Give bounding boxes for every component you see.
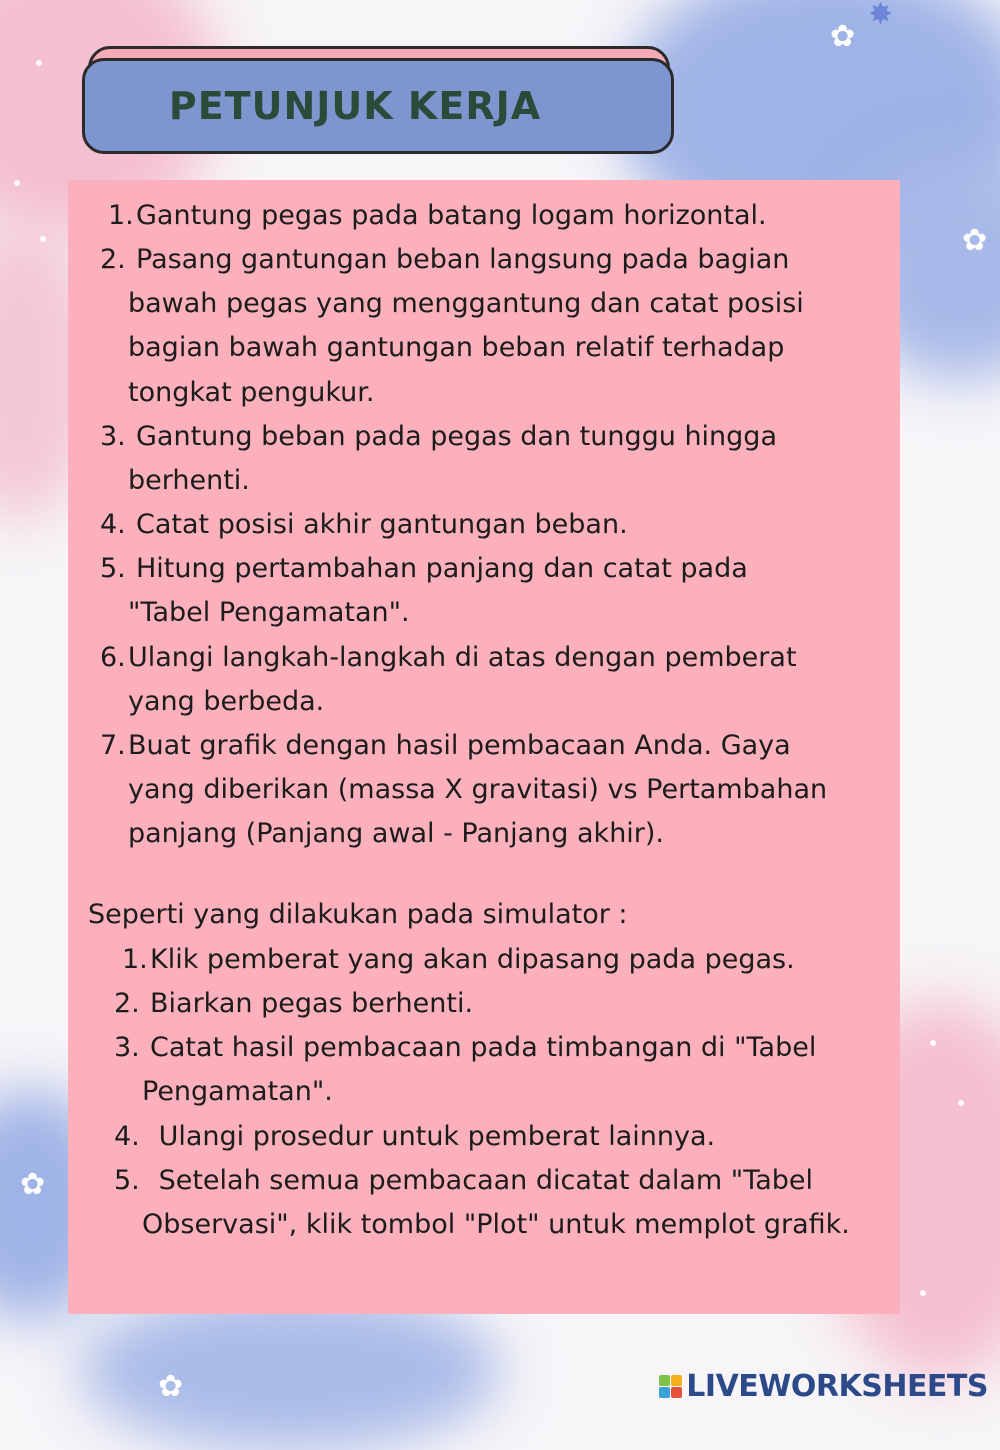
step-2 xyxy=(100,238,804,415)
step-line: Pengamatan". xyxy=(142,1076,333,1108)
liveworksheets-logo xyxy=(659,1369,988,1404)
step-line: Ulangi langkah-langkah di atas dengan pemberat xyxy=(128,642,797,673)
step-line: Hitung pertambahan panjang dan catat pada xyxy=(136,553,748,584)
speck xyxy=(930,1040,936,1046)
step-line: Klik pemberat yang akan dipasang pada pegas. xyxy=(150,944,795,975)
step-line: Biarkan pegas berhenti. xyxy=(150,988,474,1019)
step-number: 5. xyxy=(114,1165,140,1196)
sparkle-icon: ✿ xyxy=(830,19,856,54)
bg-blue-blob-bottom xyxy=(80,1290,500,1450)
speck xyxy=(958,1100,964,1106)
step-number: 1. xyxy=(108,200,134,231)
step-line: Observasi", klik tombol "Plot" untuk memplot grafik. xyxy=(142,1209,850,1241)
step-line: yang berbeda. xyxy=(128,686,325,718)
step-4 xyxy=(100,503,628,547)
step-number: 3. xyxy=(100,421,126,452)
step-number: 5. xyxy=(100,553,126,584)
step-line: berhenti. xyxy=(128,465,250,497)
sim-step-3 xyxy=(114,1026,816,1114)
sim-step-5 xyxy=(114,1159,850,1247)
step-number: 1. xyxy=(122,944,148,975)
step-number: 4. xyxy=(100,509,126,540)
sparkle-icon: ✸ xyxy=(868,0,894,32)
step-line: Ulangi prosedur untuk pemberat lainnya. xyxy=(150,1121,716,1152)
sparkle-icon: ✿ xyxy=(962,223,988,258)
step-6 xyxy=(100,636,797,724)
step-number: 2. xyxy=(114,988,140,1019)
sparkle-icon: ✿ xyxy=(158,1369,184,1404)
step-line: Buat grafik dengan hasil pembacaan Anda. Gaya xyxy=(128,730,791,761)
speck xyxy=(14,180,20,186)
step-line: Gantung beban pada pegas dan tunggu hingga xyxy=(136,421,777,452)
speck xyxy=(920,1290,926,1296)
sim-step-1 xyxy=(122,938,795,982)
step-line: Gantung pegas pada batang logam horizontal. xyxy=(136,200,767,231)
step-number: 6. xyxy=(100,642,126,673)
step-7 xyxy=(100,724,827,857)
step-1 xyxy=(108,194,767,238)
step-number: 3. xyxy=(114,1032,140,1063)
step-number: 2. xyxy=(100,244,126,275)
liveworksheets-icon xyxy=(659,1375,682,1398)
speck xyxy=(36,60,42,66)
simulator-intro: Seperti yang dilakukan pada simulator : xyxy=(88,899,628,930)
step-line: Catat posisi akhir gantungan beban. xyxy=(136,509,628,540)
sparkle-icon: ✿ xyxy=(20,1167,46,1202)
sim-step-4 xyxy=(114,1115,715,1159)
step-line: yang diberikan (massa X gravitasi) vs Pertambahan xyxy=(128,774,828,806)
step-number: 7. xyxy=(100,730,126,761)
step-line: tongkat pengukur. xyxy=(128,376,375,408)
instructions-card xyxy=(68,180,900,1314)
title-banner xyxy=(82,46,674,154)
step-line: Catat hasil pembacaan pada timbangan di "Tabel xyxy=(150,1032,817,1063)
step-line: Pasang gantungan beban langsung pada bagian xyxy=(136,244,790,275)
step-line: panjang (Panjang awal - Panjang akhir). xyxy=(128,818,665,850)
step-line: bagian bawah gantungan beban relatif terhadap xyxy=(128,332,785,364)
step-line: Setelah semua pembacaan dicatat dalam "Tabel xyxy=(150,1165,814,1196)
page-title: PETUNJUK KERJA xyxy=(168,84,542,128)
title-banner-face xyxy=(82,58,674,154)
step-number: 4. xyxy=(114,1121,140,1152)
speck xyxy=(40,236,46,242)
brand-text: LIVEWORKSHEETS xyxy=(686,1369,988,1404)
step-line: "Tabel Pengamatan". xyxy=(128,597,410,629)
step-3 xyxy=(100,415,777,503)
sim-step-2 xyxy=(114,982,473,1026)
step-5 xyxy=(100,547,748,635)
step-line: bawah pegas yang menggantung dan catat posisi xyxy=(128,288,804,320)
